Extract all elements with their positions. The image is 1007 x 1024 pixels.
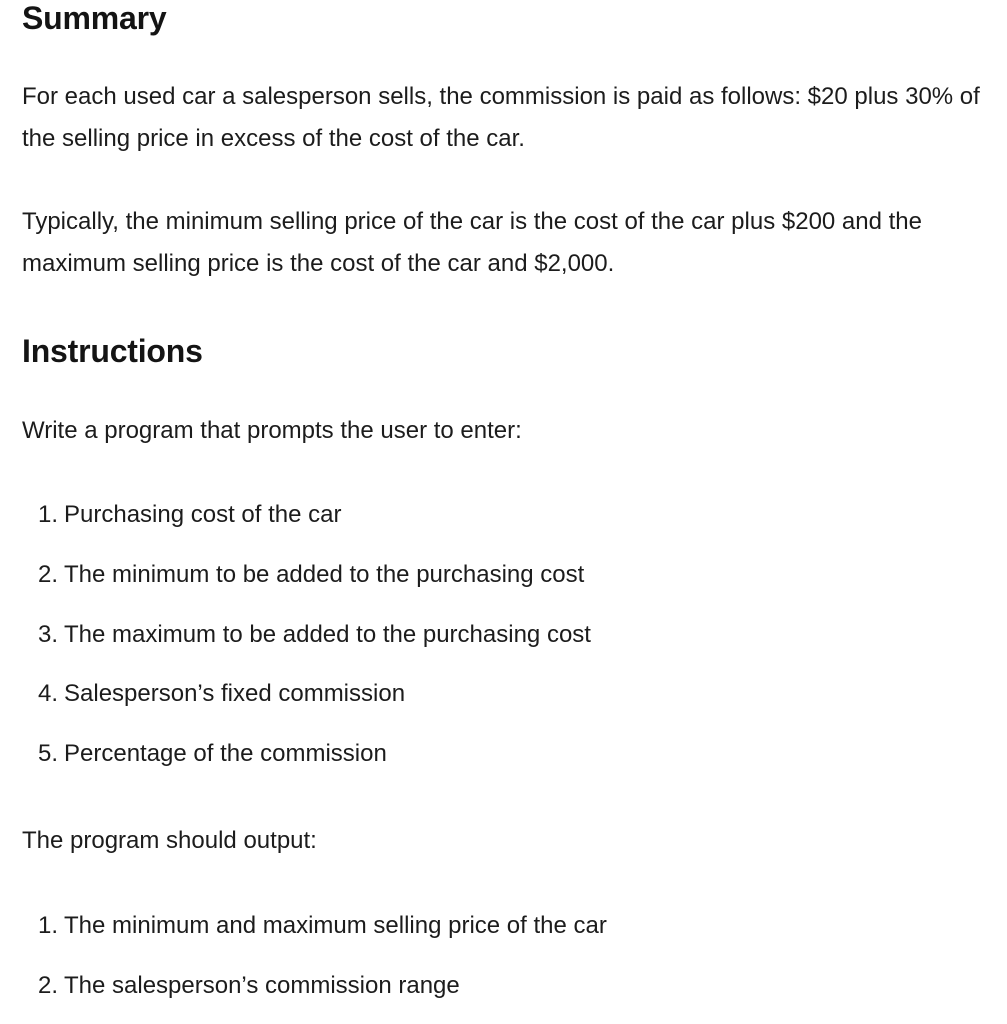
list-item: [38, 560, 584, 590]
list-item-text: Salesperson’s fixed commission: [64, 680, 406, 707]
list-item-text: The minimum and maximum selling price of the car: [64, 912, 607, 939]
list-item-number: 1.: [38, 912, 59, 939]
list-item-number: 2.: [38, 972, 59, 999]
list-item-text: The minimum to be added to the purchasing cost: [64, 561, 585, 588]
list-item: [38, 620, 591, 650]
list-item-text: Purchasing cost of the car: [64, 501, 342, 528]
list-item-text: The salesperson’s commission range: [64, 972, 460, 999]
summary-paragraph-2: Typically, the minimum selling price of the car is the cost of the car plus $200 and the maximum selling price is the cost of the car and $2,000.: [22, 208, 922, 277]
list-item: [38, 911, 607, 941]
list-item: [38, 739, 387, 769]
prompt-intro: Write a program that prompts the user to enter:: [22, 417, 522, 444]
list-item: [38, 971, 460, 1001]
summary-paragraph-1: For each used car a salesperson sells, the commission is paid as follows: $20 plus 30% of the selling price in excess of the cost of the car.: [22, 83, 980, 152]
list-item-number: 1.: [38, 501, 59, 528]
list-item-number: 4.: [38, 680, 59, 707]
list-item-text: The maximum to be added to the purchasing cost: [64, 621, 591, 648]
list-item-number: 2.: [38, 561, 59, 588]
summary-heading: Summary: [22, 0, 167, 36]
instructions-heading: Instructions: [22, 333, 203, 369]
list-item: [38, 500, 341, 530]
output-intro: The program should output:: [22, 827, 317, 854]
list-item-number: 3.: [38, 621, 59, 648]
list-item: [38, 679, 405, 709]
list-item-number: 5.: [38, 740, 59, 767]
list-item-text: Percentage of the commission: [64, 740, 387, 767]
